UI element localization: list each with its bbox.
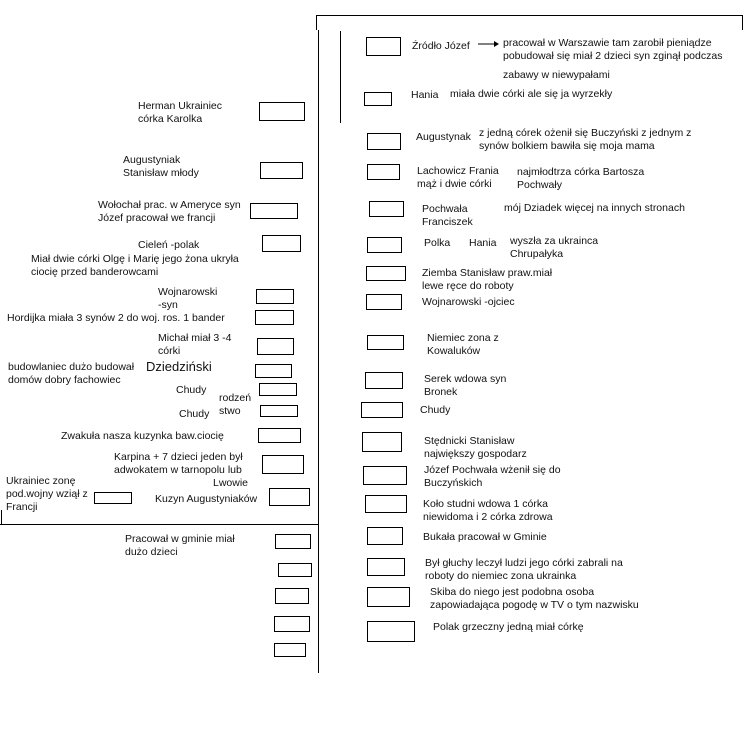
person-note-cont: zabawy w niewypałami: [503, 69, 610, 81]
person-box: [367, 558, 405, 576]
person-box: [269, 488, 310, 506]
person-box: [275, 534, 311, 549]
left-edge-line: [1, 510, 2, 524]
person-box: [260, 405, 298, 417]
top-border-line: [316, 15, 743, 16]
left-horizontal-divider: [0, 524, 318, 525]
person-label: Bukała pracował w Gminie: [423, 531, 547, 543]
person-box: [259, 102, 305, 121]
person-label: Wołochał prac. w Ameryce syn Józef pracował we francji: [98, 199, 241, 224]
person-box: [367, 621, 415, 642]
person-box: [367, 527, 403, 545]
person-box: [258, 428, 301, 443]
person-box: [367, 587, 410, 607]
person-label: Wojnarowski -syn: [158, 286, 218, 311]
person-label: Wojnarowski -ojciec: [422, 296, 515, 308]
person-label: Józef Pochwała wżenił się do Buczyńskich: [424, 464, 561, 489]
person-label: Chudy: [179, 408, 210, 420]
person-label: Koło studni wdowa 1 córka niewidoma i 2 córka zdrowa: [423, 498, 553, 523]
person-label: Dziedziński: [146, 359, 212, 374]
person-box: [257, 338, 294, 355]
person-box: [278, 563, 312, 577]
top-left-tick: [316, 15, 317, 30]
person-label: Ziemba Stanisław praw.miał lewe ręce do roboty: [422, 267, 553, 292]
person-box: [367, 335, 404, 350]
person-box: [366, 37, 401, 56]
person-label: Zwakuła nasza kuzynka baw.ciocię: [61, 430, 224, 442]
person-label: Pracował w gminie miał dużo dzieci: [125, 533, 235, 558]
person-box: [274, 616, 310, 632]
person-label-2: Hania: [469, 237, 497, 249]
person-label: Niemiec zona z Kowaluków: [427, 332, 499, 357]
person-label: Pochwała Franciszek: [422, 203, 473, 228]
person-note: Miał dwie córki Olgę i Marię jego żona ukryła ciocię przed banderowcami: [31, 253, 239, 278]
person-label: Ukrainiec zonę pod.wojny wziął z Francji: [6, 475, 88, 513]
person-box: [365, 495, 407, 513]
person-box: [367, 164, 400, 180]
person-box: [275, 588, 309, 604]
person-note: z jedną córek ożenił się Buczyński z jednym z synów bolkiem bawiła się moja mama: [479, 127, 692, 152]
person-label: Serek wdowa syn Bronek: [424, 373, 507, 398]
person-label: Hordijka miała 3 synów 2 do woj. ros. 1 bander: [7, 312, 225, 324]
person-label: Polak grzeczny jedną miał córkę: [433, 621, 584, 633]
person-label: Skiba do niego jest podobna osoba zapowiadająca pogodę w TV o tym nazwisku: [430, 586, 639, 611]
sibling-note: rodzeń stwo: [219, 392, 252, 417]
person-label: Cieleń -polak: [138, 239, 200, 251]
person-box: [256, 289, 294, 304]
person-box: [363, 466, 407, 485]
person-note: pracował w Warszawie tam zarobił pieniądze pobudował się miał 2 dzieci syn zginął podczas: [503, 37, 723, 62]
person-note: Lwowie: [213, 477, 249, 489]
person-note: miała dwie córki ale się ja wyrzekły: [450, 88, 613, 100]
person-label: Źródło Józef: [412, 40, 470, 52]
person-box: [260, 162, 303, 179]
person-box: [361, 402, 403, 418]
person-label: Hania: [411, 89, 439, 101]
person-box: [364, 92, 392, 106]
person-note: mój Dziadek więcej na innych stronach: [504, 202, 685, 214]
person-label: Kuzyn Augustyniaków: [155, 493, 258, 505]
person-label: Stędnicki Stanisław największy gospodarz: [424, 435, 527, 460]
person-box: [250, 203, 298, 219]
person-label: Lachowicz Frania mąż i dwie córki: [417, 165, 499, 190]
person-box: [94, 492, 132, 504]
right-short-divider: [340, 31, 341, 123]
person-note: najmłodtrza córka Bartosza Pochwały: [517, 166, 645, 191]
person-box: [362, 432, 402, 452]
person-label: Polka: [424, 237, 451, 249]
person-box: [255, 364, 292, 378]
person-box: [366, 294, 402, 310]
person-note: wyszła za ukrainca Chrupałyka: [510, 235, 599, 260]
top-right-tick: [742, 15, 743, 30]
person-label: Chudy: [176, 384, 207, 396]
person-box: [259, 383, 297, 396]
center-divider-lower: [318, 120, 319, 673]
person-label: Herman Ukrainiec córka Karolka: [138, 100, 223, 125]
person-label: Augustyniak Stanisław młody: [123, 154, 199, 179]
person-label: Chudy: [420, 404, 451, 416]
person-note: budowlaniec dużo budował domów dobry fachowiec: [8, 361, 135, 386]
person-box: [262, 235, 301, 252]
person-box: [366, 266, 406, 281]
person-box: [369, 201, 404, 217]
person-box: [365, 372, 403, 389]
person-box: [274, 643, 306, 657]
person-label: Był głuchy leczył ludzi jego córki zabrali na roboty do niemiec zona ukrainka: [425, 557, 623, 582]
person-box: [367, 133, 401, 150]
arrow-right-icon: [478, 40, 500, 48]
person-box: [262, 455, 304, 474]
person-box: [367, 237, 402, 253]
person-box: [255, 310, 294, 325]
person-label: Augustynak: [416, 131, 471, 143]
center-divider-upper: [318, 30, 319, 120]
person-label: Karpina + 7 dzieci jeden był adwokatem w tarnopolu lub: [114, 451, 243, 476]
person-label: Michał miał 3 -4 córki: [158, 332, 232, 357]
